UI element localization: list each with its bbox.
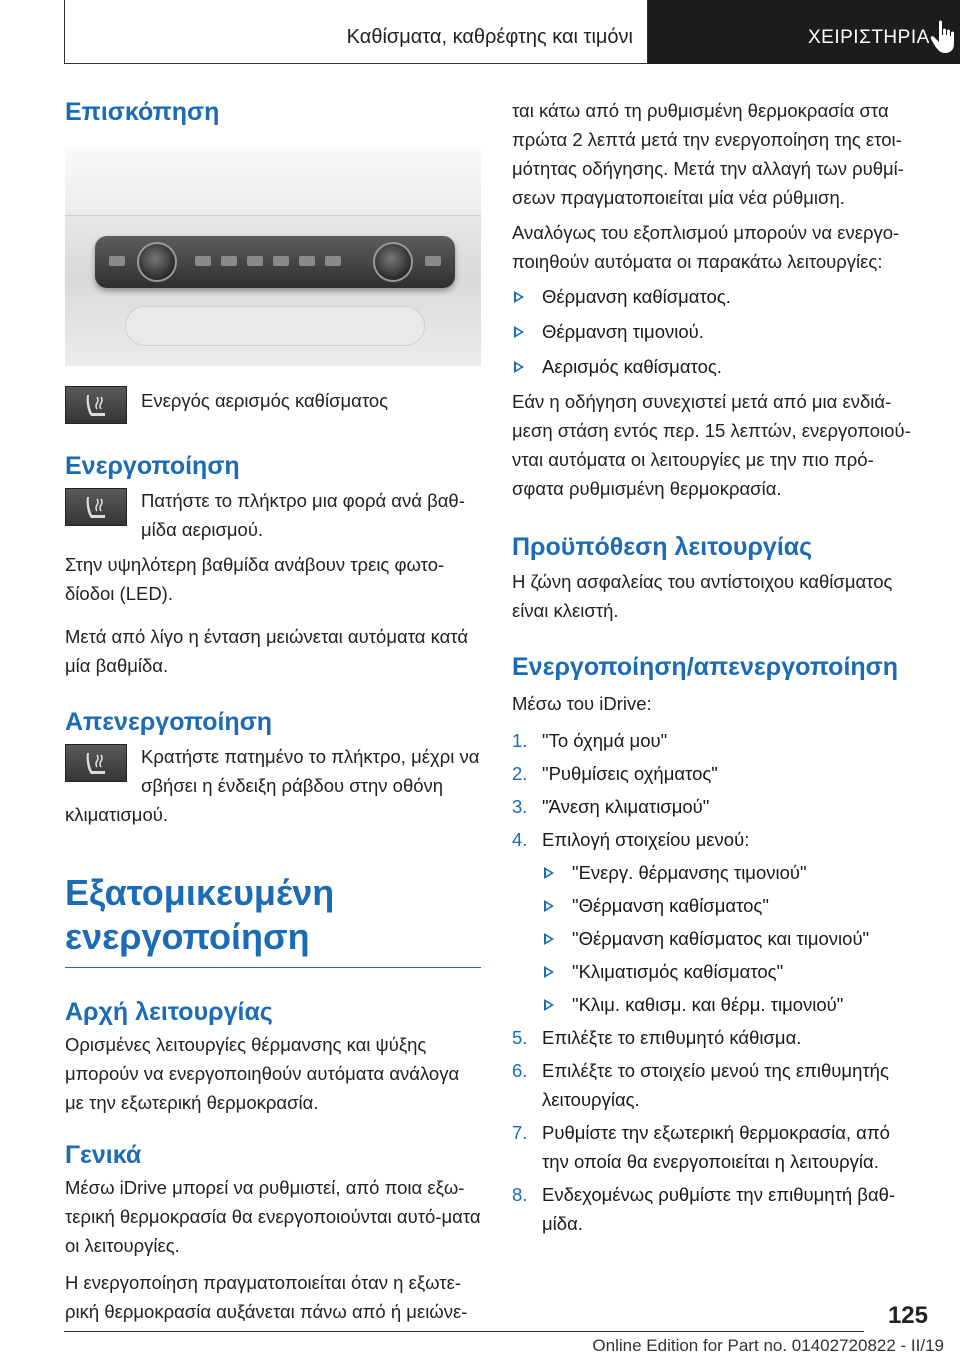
general-heading: Γενικά (65, 1141, 142, 1169)
on-off-heading: Ενεργοποίηση/απενεργοποίηση (512, 653, 899, 681)
list-item: "Ενεργ. θέρμανσης τιμονιού" (542, 858, 912, 887)
left-column (65, 96, 481, 1326)
climate-panel-photo (65, 146, 481, 366)
icon-caption: Ενεργός αερισμός καθίσματος (141, 390, 389, 411)
icon-caption-row (65, 384, 481, 424)
activation-paragraph-3: Μετά από λίγο η ένταση μειώνεται αυτόματα κατά μία βαθμίδα. (65, 626, 469, 676)
list-item: Αερισμός καθίσματος. (512, 352, 912, 381)
page-header (64, 0, 960, 64)
list-item: "Κλιματισμός καθίσματος" (542, 957, 912, 986)
custom-activation-heading: Εξατομικευμένη ενεργοποίηση (65, 872, 335, 957)
panel-button (425, 256, 441, 266)
panel-button (221, 256, 237, 266)
footer-rule (64, 1331, 864, 1332)
list-item: 1. "Το όχημά μου" (512, 730, 668, 751)
panel-button (195, 256, 211, 266)
prerequisite-text: Η ζώνη ασφαλείας του αντίστοιχου καθίσματος είναι κλειστή. (512, 571, 893, 621)
panel-button (299, 256, 315, 266)
feature-list (512, 282, 912, 381)
steps-list (512, 726, 912, 1238)
climate-control-panel (95, 236, 455, 288)
list-item: 7. Ρυθμίστε την εξωτερική θερμοκρασία, από την οποία θα ενεργοποιείται η λειτουργία. (512, 1122, 890, 1172)
continued-paragraph-2: Αναλόγως του εξοπλισμού μπορούν να ενεργο-ποιηθούν αυτόματα οι παρακάτω λειτουργίες: (512, 222, 900, 272)
dashboard-vent (65, 146, 481, 216)
menu-item-list (542, 858, 912, 1019)
list-item: 8. Ενδεχομένως ρυθμίστε την επιθυμητή βαθ-μίδα. (512, 1184, 896, 1234)
panel-button (273, 256, 289, 266)
list-item: 3. "Άνεση κλιματισμού" (512, 796, 710, 817)
list-item: "Κλιμ. καθισμ. και θέρμ. τιμονιού" (542, 990, 912, 1019)
list-item: 4. Επιλογή στοιχείου μενού: "Ενεργ. θέρμανσης τιμονιού" "Θέρμανση καθίσματος" "Θέρμανση καθίσματος και τιμονιού" "Κλιματισμός καθίσματος" "Κλιμ. καθισμ. και θέρμ. τιμονιού" (512, 825, 912, 1019)
activation-paragraph-2: Στην υψηλότερη βαθμίδα ανάβουν τρεις φωτο-δίοδοι (LED). (65, 554, 445, 604)
header-chapter-box (64, 0, 648, 64)
principle-text: Ορισμένες λειτουργίες θέρμανσης και ψύξης μπορούν να ενεργοποιηθούν αυτόματα ανάλογα με την εξωτερική θερμοκρασία. (65, 1034, 460, 1113)
on-off-intro: Μέσω του iDrive: (512, 693, 652, 714)
continued-paragraph-1: ται κάτω από τη ρυθμισμένη θερμοκρασία στα πρώτα 2 λεπτά μετά την ενεργοποίηση της ετοι-μότητας οδήγησης. Μετά την αλλαγή των ρυθμί-σεων πραγματοποιείται μία νέα ρύθμιση. (512, 100, 904, 208)
activation-row (65, 486, 481, 544)
principle-heading: Αρχή λειτουργίας (65, 998, 273, 1026)
list-item: Θέρμανση τιμονιού. (512, 317, 912, 346)
seat-ventilation-icon (65, 386, 127, 424)
overview-heading: Επισκόπηση (65, 98, 220, 126)
list-item: Θέρμανση καθίσματος. (512, 282, 912, 311)
deactivation-text: Κρατήστε πατημένο το πλήκτρο, μέχρι να σβήσει η ένδειξη ράβδου στην οθόνη κλιματισμού. (65, 746, 480, 825)
deactivation-row (65, 742, 481, 829)
seat-ventilation-icon (65, 488, 127, 526)
right-column (512, 96, 912, 1238)
hand-pointer-icon (926, 18, 960, 56)
panel-button (109, 256, 125, 266)
left-temperature-knob (137, 242, 177, 282)
activation-text: Πατήστε το πλήκτρο μια φορά ανά βαθ-μίδα αερισμού. (141, 490, 465, 540)
activation-heading: Ενεργοποίηση (65, 452, 240, 480)
section-title: ΧΕΙΡΙΣΤΗΡΙΑ (808, 27, 930, 48)
panel-button (247, 256, 263, 266)
lower-console (125, 306, 425, 346)
list-item: "Θέρμανση καθίσματος και τιμονιού" (542, 924, 912, 953)
seat-ventilation-icon (65, 744, 127, 782)
page-number: 125 (887, 1302, 928, 1329)
panel-button (325, 256, 341, 266)
chapter-title: Καθίσματα, καθρέφτης και τιμόνι (346, 26, 633, 48)
prerequisite-heading: Προϋπόθεση λειτουργίας (512, 533, 813, 561)
heading-rule (65, 967, 481, 968)
list-item: "Θέρμανση καθίσματος" (542, 891, 912, 920)
deactivation-heading: Απενεργοποίηση (65, 708, 273, 736)
general-paragraph-2: Η ενεργοποίηση πραγματοποιείται όταν η εξωτε-ρική θερμοκρασία αυξάνεται πάνω από ή μειώνε- (65, 1272, 468, 1322)
continued-paragraph-3: Εάν η οδήγηση συνεχιστεί μετά από μια ενδιά-μεση στάση εντός περ. 15 λεπτών, ενεργοποιού-νται αυτόματα οι λειτουργίες με την πιο πρό-σφατα ρυθμισμένη θερμοκρασία. (512, 391, 911, 499)
right-temperature-knob (373, 242, 413, 282)
list-item: 2. "Ρυθμίσεις οχήματος" (512, 763, 718, 784)
general-paragraph-1: Μέσω iDrive μπορεί να ρυθμιστεί, από ποια εξω-τερική θερμοκρασία θα ενεργοποιούνται αυτό-ματα οι λειτουργίες. (65, 1177, 481, 1256)
list-item: 5. Επιλέξτε το επιθυμητό κάθισμα. (512, 1027, 802, 1048)
list-item: 6. Επιλέξτε το στοιχείο μενού της επιθυμητής λειτουργίας. (512, 1060, 889, 1110)
header-section-box (648, 0, 960, 64)
footer-edition: Online Edition for Part no. 01402720822 - II/19 (592, 1336, 944, 1355)
